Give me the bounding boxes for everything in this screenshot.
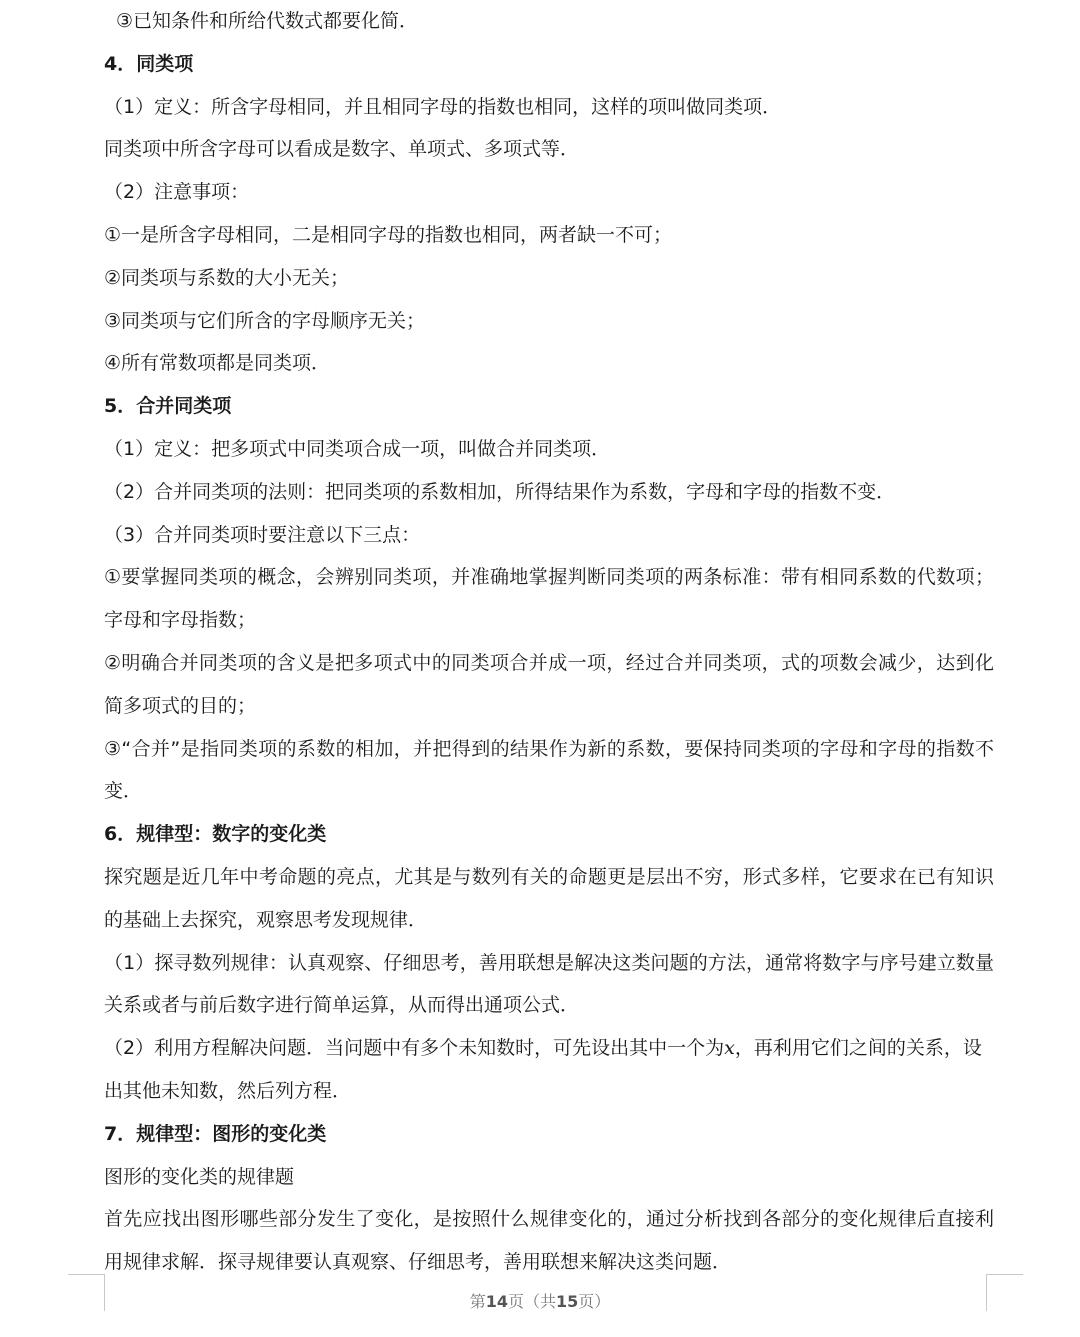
paragraph-line: 出其他未知数，然后列方程． bbox=[104, 1079, 352, 1102]
footer-suffix: 页） bbox=[578, 1292, 611, 1311]
list-item: ③同类项与它们所含的字母顺序无关； bbox=[104, 309, 426, 332]
paragraph-line: 的基础上去探究，观察思考发现规律． bbox=[104, 908, 428, 931]
paragraph-line: （1）探寻数列规律：认真观察、仔细思考，善用联想是解决这类问题的方法，通常将数字与序号建立数量 bbox=[104, 951, 994, 974]
footer-total-pages: 15 bbox=[556, 1292, 579, 1311]
section-heading: 7．规律型：图形的变化类 bbox=[104, 1122, 327, 1145]
list-item: ②明确合并同类项的含义是把多项式中的同类项合并成一项，经过合并同类项，式的项数会减少，达到化 bbox=[104, 651, 994, 674]
footer-page-number: 14 bbox=[485, 1292, 508, 1311]
paragraph-line: 简多项式的目的； bbox=[104, 694, 257, 717]
paragraph-line: 同类项中所含字母可以看成是数字、单项式、多项式等． bbox=[104, 138, 580, 161]
section-heading: 4．同类项 bbox=[104, 52, 194, 75]
paragraph-line bbox=[104, 1027, 994, 1070]
section-heading: 5．合并同类项 bbox=[104, 395, 232, 418]
list-item: ④所有常数项都是同类项． bbox=[104, 352, 331, 375]
list-item: ③已知条件和所给代数式都要化简． bbox=[116, 10, 419, 32]
paragraph-line: 用规律求解．探寻规律要认真观察、仔细思考，善用联想来解决这类问题． bbox=[104, 1251, 732, 1274]
paragraph-line: 图形的变化类的规律题 bbox=[104, 1165, 295, 1188]
footer-middle: 页（共 bbox=[507, 1292, 556, 1311]
list-item: ①一是所含字母相同，二是相同字母的指数也相同，两者缺一不可； bbox=[104, 223, 673, 246]
page-body bbox=[104, 0, 994, 1284]
paragraph-text: ，再利用它们之间的关系，设 bbox=[734, 1037, 982, 1060]
list-item: ②同类项与系数的大小无关； bbox=[104, 266, 350, 289]
page-footer bbox=[0, 1288, 1080, 1316]
paragraph-line: （2）合并同类项的法则：把同类项的系数相加，所得结果作为系数，字母和字母的指数不变． bbox=[104, 480, 896, 503]
paragraph-line: （3）合并同类项时要注意以下三点： bbox=[104, 523, 421, 546]
list-item: ③“合并”是指同类项的系数的相加，并把得到的结果作为新的系数，要保持同类项的字母和字母的指数不 bbox=[104, 737, 994, 760]
paragraph-line: 变． bbox=[104, 780, 143, 803]
paragraph-line: 探究题是近几年中考命题的亮点，尤其是与数列有关的命题更是层出不穷，形式多样，它要求在已有知识 bbox=[104, 865, 994, 888]
paragraph-line: （1）定义：所含字母相同，并且相同字母的指数也相同，这样的项叫做同类项． bbox=[104, 95, 782, 118]
paragraph-text: （2）利用方程解决问题．当问题中有多个未知数时，可先设出其中一个为 bbox=[104, 1037, 725, 1060]
paragraph-line: 首先应找出图形哪些部分发生了变化，是按照什么规律变化的，通过分析找到各部分的变化规律后直接利 bbox=[104, 1208, 994, 1231]
section-heading: 6．规律型：数字的变化类 bbox=[104, 823, 327, 846]
paragraph-line: 字母和字母指数； bbox=[104, 609, 257, 632]
paragraph-line: （2）注意事项： bbox=[104, 181, 250, 204]
paragraph-line: 关系或者与前后数字进行简单运算，从而得出通项公式． bbox=[104, 994, 580, 1017]
variable-x: x bbox=[724, 1037, 735, 1060]
paragraph-line: （1）定义：把多项式中同类项合成一项，叫做合并同类项． bbox=[104, 437, 611, 460]
footer-prefix: 第 bbox=[469, 1292, 486, 1311]
list-item: ①要掌握同类项的概念，会辨别同类项，并准确地掌握判断同类项的两条标准：带有相同系数的代数项； bbox=[104, 566, 994, 589]
